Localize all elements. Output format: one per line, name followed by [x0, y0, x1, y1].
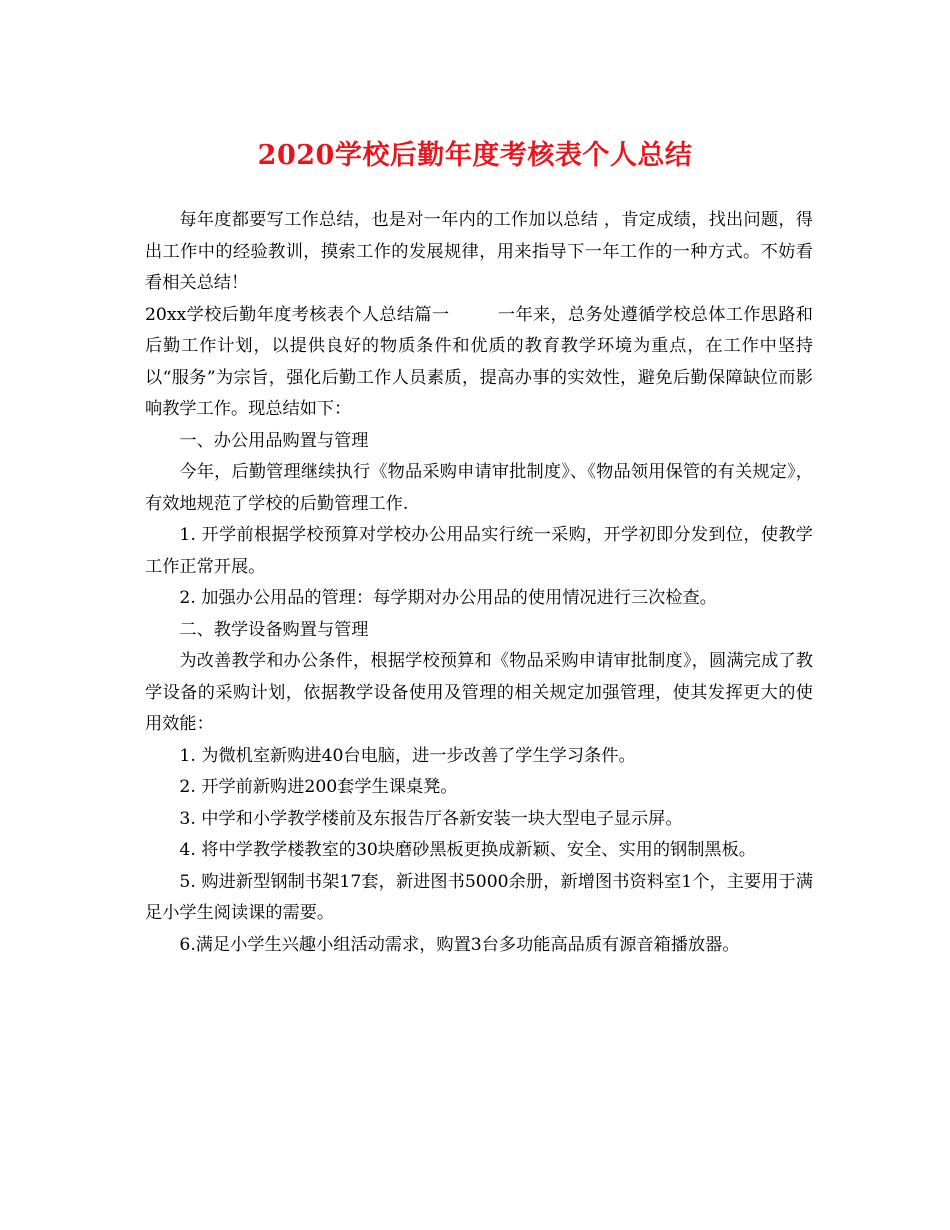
- paragraph: 为改善教学和办公条件，根据学校预算和《物品采购申请审批制度》，圆满完成了教学设备的采购计划，依据教学设备使用及管理的相关规定加强管理，使其发挥更大的使用效能：: [145, 651, 813, 734]
- paragraph: 今年，后勤管理继续执行《物品采购申请审批制度》、《物品领用保管的有关规定》，有效地规范了学校的后勤管理工作.: [145, 462, 813, 514]
- section-lead-paragraph: [145, 300, 813, 426]
- list-item: 4. 将中学教学楼教室的30块磨砂黑板更换成新颖、安全、实用的钢制黑板。: [179, 840, 756, 860]
- subheading-office-supplies: 一、办公用品购置与管理: [179, 430, 369, 451]
- section-lead-text: 一年来，总务处遵循学校总体工作思路和后勤工作计划，以提供良好的物质条件和优质的教育教学环境为重点，在工作中坚持以“服务”为宗旨，强化后勤工作人员素质，提高办事的实效性，避免后勤保障缺位而影响教学工作。现总结如下：: [145, 304, 813, 419]
- section-heading: 20xx学校后勤年度考核表个人总结篇一: [145, 304, 450, 325]
- list-item: 2. 开学前新购进200套学生课桌凳。: [179, 777, 458, 797]
- subheading-teaching-equipment: 二、教学设备购置与管理: [179, 619, 369, 640]
- list-item: 3. 中学和小学教学楼前及东报告厅各新安装一块大型电子显示屏。: [179, 808, 683, 829]
- list-item: 1. 开学前根据学校预算对学校办公用品实行统一采购，开学初即分发到位，使教学工作正常开展。: [145, 525, 813, 577]
- list-item: 1. 为微机室新购进40台电脑，进一步改善了学生学习条件。: [179, 745, 636, 766]
- intro-paragraph: 每年度都要写工作总结，也是对一年内的工作加以总结 ，肯定成绩，找出问题，得出工作中的经验教训，摸索工作的发展规律，用来指导下一年工作的一种方式。不妨看看相关总结！: [145, 210, 813, 293]
- list-item: 6.满足小学生兴趣小组活动需求，购置3台多功能高品质有源音箱播放器。: [179, 934, 740, 955]
- document-title: 2020学校后勤年度考核表个人总结: [257, 140, 693, 171]
- list-item: 2. 加强办公用品的管理：每学期对办公用品的使用情况进行三次检查。: [179, 588, 717, 608]
- list-item: 5. 购进新型钢制书架17套，新进图书5000余册，新增图书资料室1个，主要用于满足小学生阅读课的需要。: [145, 871, 813, 923]
- document-body: [145, 205, 813, 961]
